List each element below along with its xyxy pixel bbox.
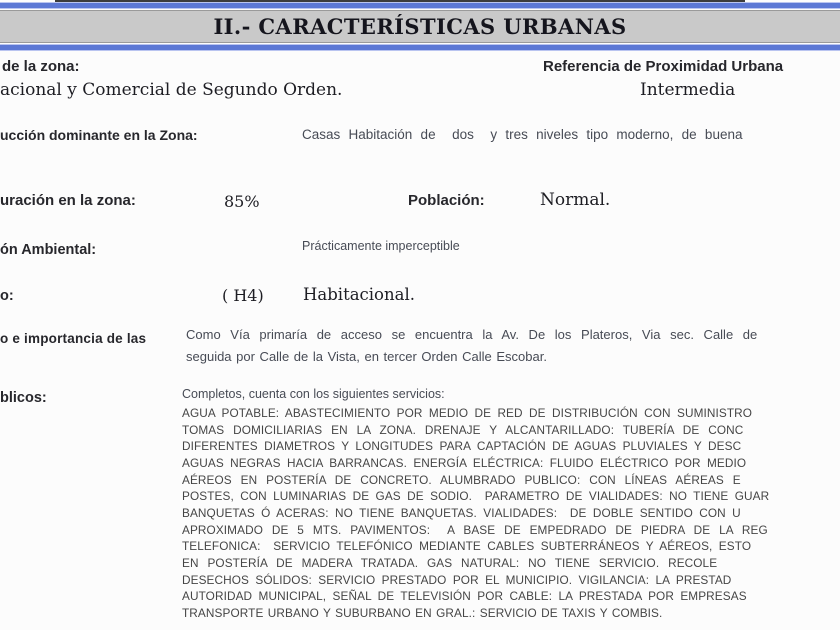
label-referencia-proximidad: Referencia de Proximidad Urbana [543, 58, 784, 75]
label-uso-suelo: o: [0, 288, 14, 304]
services-paragraph-line: POSTES, CON LUMINARIAS DE GAS DE SODIO. PARAMETRO DE VIALIDADES: NO TIENE GUAR [182, 489, 770, 504]
label-servicios-publicos: blicos: [0, 390, 47, 406]
header-gray-bar [0, 10, 840, 43]
value-construccion-dominante: Casas Habitación de dos y tres niveles tipo moderno, de buena [302, 127, 743, 142]
value-uso-suelo: Habitacional. [303, 285, 415, 304]
services-paragraph-line: TELEFONICA: SERVICIO TELEFÓNICO MEDIANTE CABLES SUBTERRÁNEOS Y AÉREOS, ESTO [182, 539, 752, 554]
services-paragraph-line: AGUAS NEGRAS HACIA BARRANCAS. ENERGÍA ELÉCTRICA: FLUIDO ELÉCTRICO POR MEDIO [182, 455, 747, 470]
value-saturacion-zona: 85% [224, 192, 260, 211]
services-paragraph-line: TRANSPORTE URBANO Y SUBURBANO EN GRAL.: SERVICIO DE TAXIS Y COMBIS. [182, 605, 663, 620]
label-vias-acceso: o e importancia de las [0, 331, 147, 346]
section-header [0, 2, 840, 51]
value-contaminacion-ambiental: Prácticamente imperceptible [302, 239, 460, 253]
services-paragraph-line: AUTORIDAD MUNICIPAL, SEÑAL DE TELEVISIÓN POR CABLE: LA PRESTADA POR EMPRESAS [182, 589, 747, 604]
value-vias-acceso-line1: Como Vía primaría de acceso se encuentra la Av. De los Plateros, Via sec. Calle de [186, 327, 758, 342]
label-poblacion: Población: [408, 192, 485, 209]
value-referencia-proximidad: Intermedia [640, 80, 736, 100]
label-saturacion-zona: uración en la zona: [0, 192, 136, 209]
services-paragraph-line: EN POSTERÍA DE MADERA TRATADA. GAS NATURAL: NO TIENE SERVICIO. RECOLE [182, 555, 718, 570]
header-blue-rule-top [0, 2, 840, 9]
services-paragraph-line: AÉREOS EN POSTERÍA DE CONCRETO. ALUMBRADO PUBLICO: CON LÍNEAS AÉREAS E [182, 472, 741, 487]
services-paragraph-line: TOMAS DOMICILIARIAS EN LA ZONA. DRENAJE Y ALCANTARILLADO: TUBERÍA DE CONC [182, 422, 744, 437]
services-paragraph-line: DESECHOS SÓLIDOS: SERVICIO PRESTADO POR EL MUNICIPIO. VIGILANCIA: LA PRESTAD [182, 572, 732, 587]
services-paragraph-line: DIFERENTES DIAMETROS Y LONGITUDES PARA CAPTACIÓN DE AGUAS PLUVIALES Y DESC [182, 439, 742, 454]
services-paragraph-line: APROXIMADO DE 5 MTS. PAVIMENTOS: A BASE DE EMPEDRADO DE PIEDRA DE LA REG [182, 522, 768, 537]
value-servicios-intro: Completos, cuenta con los siguientes servicios: [182, 387, 445, 401]
value-clasificacion-zona: acional y Comercial de Segundo Orden. [0, 80, 343, 100]
services-paragraph-line: BANQUETAS Ó ACERAS: NO TIENE BANQUETAS. VIALIDADES: DE DOBLE SENTIDO CON U [182, 505, 741, 520]
section-title: II.- CARACTERÍSTICAS URBANAS [213, 14, 627, 39]
label-construccion-dominante: ucción dominante en la Zona: [0, 127, 198, 143]
services-paragraph [182, 405, 840, 630]
value-poblacion: Normal. [540, 190, 611, 210]
label-contaminacion-ambiental: ón Ambiental: [0, 242, 97, 258]
header-blue-rule-bottom [0, 44, 840, 51]
services-paragraph-line: AGUA POTABLE: ABASTECIMIENTO POR MEDIO DE RED DE DISTRIBUCIÓN CON SUMINISTRO [182, 406, 753, 420]
value-vias-acceso-line2: seguida por Calle de la Vista, en tercer Orden Calle Escobar. [186, 349, 547, 364]
label-clasificacion-zona: de la zona: [2, 58, 80, 75]
value-uso-suelo-codigo: ( H4) [222, 286, 264, 305]
